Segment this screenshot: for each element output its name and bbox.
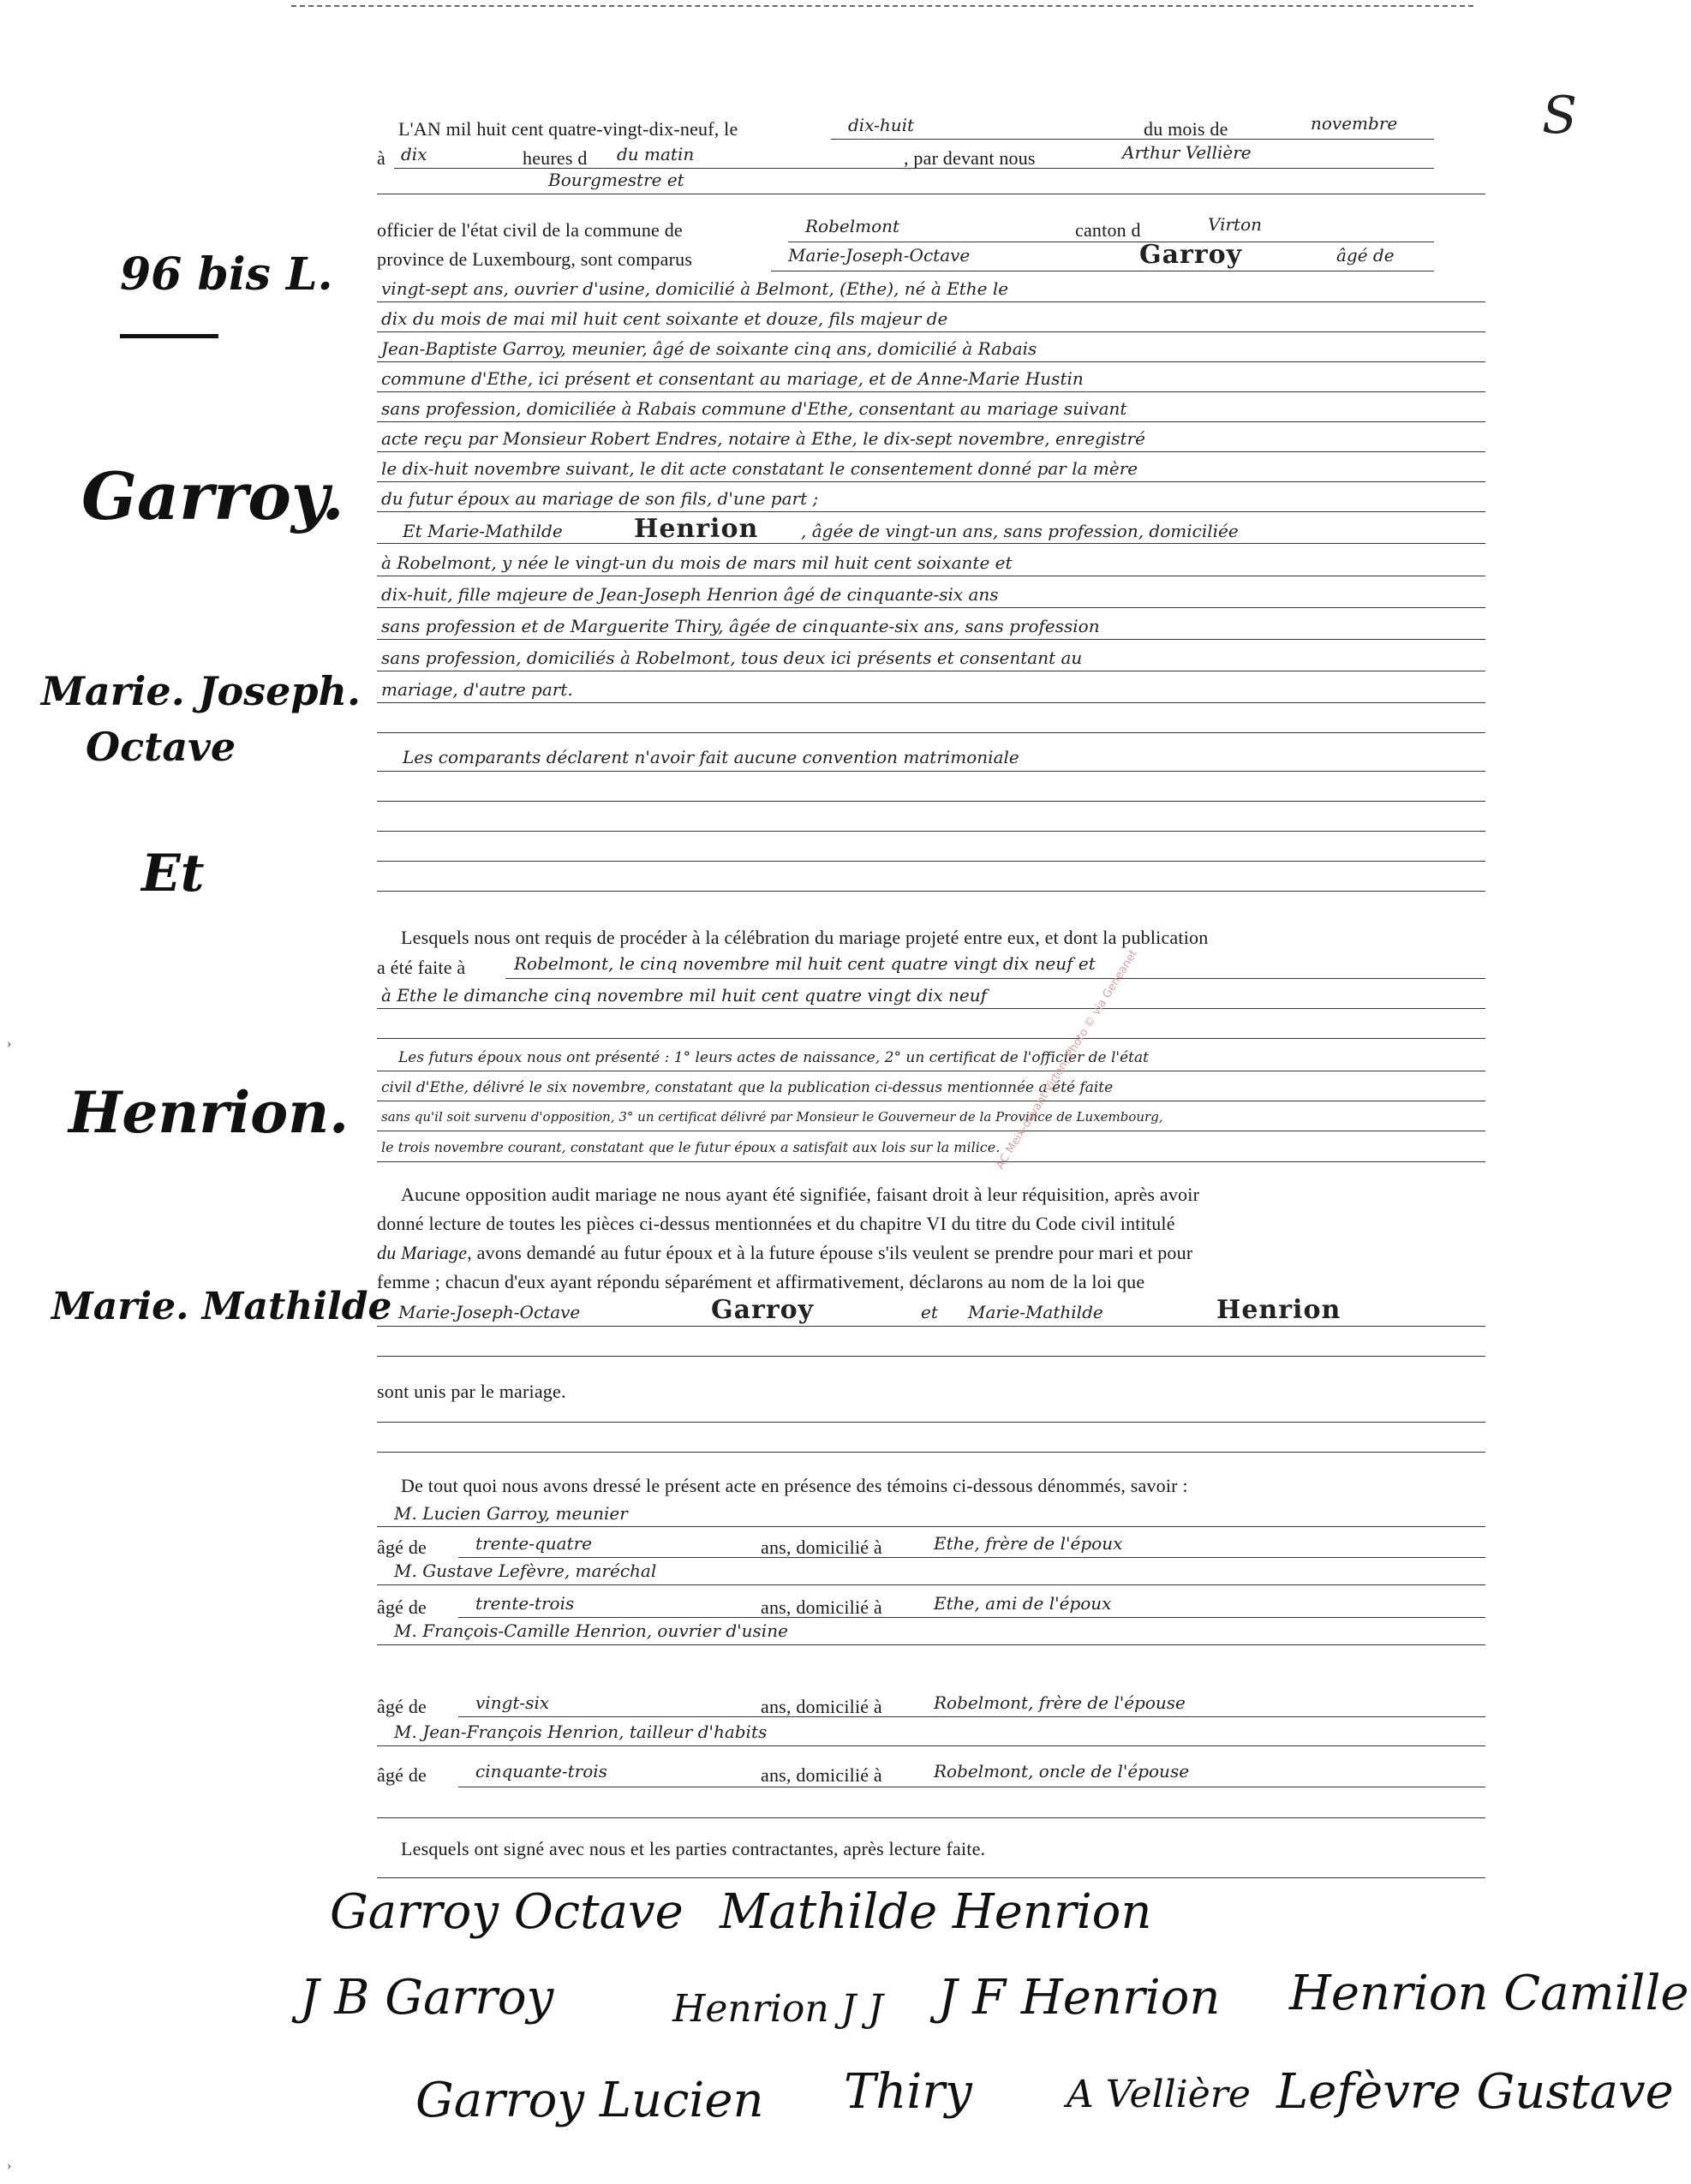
hw-witness-age: vingt-six	[475, 1692, 550, 1713]
hw-body-line: commune d'Ethe, ici présent et consentant au mariage, et de Anne-Marie Hustin	[381, 368, 1084, 389]
rule	[377, 301, 1485, 302]
para-witnesses: De tout quoi nous avons dressé le présent acte en présence des témoins ci-dessous dénommés, savoir :	[401, 1475, 1188, 1496]
rule	[377, 511, 1485, 512]
rule	[377, 732, 1485, 733]
rule	[377, 861, 1485, 862]
rule	[458, 1557, 1485, 1558]
hw-groom-name: Garroy	[1139, 240, 1243, 270]
signature-officer: A Vellière	[1067, 2073, 1251, 2116]
hw-body-line: du futur époux au mariage de son fils, d'une part ;	[381, 488, 819, 509]
hw-bride-name: Henrion	[634, 514, 759, 544]
rule	[458, 1617, 1485, 1618]
rule	[394, 168, 1434, 169]
signature-groom-father: J B Garroy	[300, 1970, 554, 2026]
margin-bride-firstnames: Marie. Mathilde	[51, 1285, 392, 1328]
hw-body-line: Jean-Baptiste Garroy, meunier, âgé de soixante cinq ans, domicilié à Rabais	[381, 338, 1037, 359]
hw-compared: Marie-Joseph-Octave	[788, 245, 971, 266]
para-publication-2: a été faite à	[377, 957, 466, 978]
margin-groom-surname: Garroy.	[81, 458, 344, 534]
hw-spouse-a: Marie-Joseph-Octave	[398, 1302, 581, 1322]
witness-age-label: âgé de	[377, 1696, 427, 1717]
hw-body-line: acte reçu par Monsieur Robert Endres, notaire à Ethe, le dix-sept novembre, enregistré	[381, 428, 1145, 449]
rule	[377, 639, 1485, 640]
rule	[377, 891, 1485, 892]
hw-commune: Robelmont	[805, 216, 900, 236]
rule	[377, 1877, 1485, 1878]
margin-groom-firstnames-1: Marie. Joseph.	[41, 668, 361, 714]
hw-pub-line-1: Robelmont, le cinq novembre mil huit cent quatre vingt dix neuf et	[514, 953, 1096, 974]
line-hour-label: heures d	[523, 147, 588, 169]
rule	[377, 1584, 1485, 1585]
line-commune-label: officier de l'état civil de la commune de	[377, 219, 683, 241]
rule	[458, 1716, 1485, 1717]
para-opposition-1: Aucune opposition audit mariage ne nous ayant été signifiée, faisant droit à leur réquisition, après avoir	[401, 1184, 1200, 1205]
hw-pub-line-2: à Ethe le dimanche cinq novembre mil huit cent quatre vingt dix neuf	[381, 985, 988, 1005]
witness-age-label: âgé de	[377, 1596, 427, 1618]
rule	[377, 451, 1485, 452]
rule	[377, 1161, 1485, 1162]
hw-hour: dix	[401, 144, 427, 164]
line-devant-nous: , par devant nous	[904, 147, 1036, 169]
hw-docs-line: Les futurs époux nous ont présenté : 1° leurs actes de naissance, 2° un certificat de l'officier de l'état	[398, 1049, 1149, 1066]
hw-spouse-name-a: Garroy	[711, 1295, 815, 1325]
witness-domicile-label: ans, domicilié à	[761, 1537, 882, 1558]
hw-body-line: dix du mois de mai mil huit cent soixante et douze, fils majeur de	[381, 308, 948, 329]
rule	[377, 421, 1485, 422]
hw-docs-line: civil d'Ethe, délivré le six novembre, constatant que la publication ci-dessus mentionnée a été faite	[381, 1079, 1114, 1096]
witness-domicile-label: ans, domicilié à	[761, 1764, 882, 1786]
para-opposition-3	[377, 1242, 1192, 1264]
rule	[377, 771, 1485, 772]
hw-month: novembre	[1311, 113, 1398, 134]
witness-domicile-label: ans, domicilié à	[761, 1696, 882, 1717]
watermark: AC Meix-devant-Virton, Photo © via Geneanet	[994, 947, 1141, 1172]
para-publication-1: Lesquels nous ont requis de procéder à la célébration du mariage projeté entre eux, et dont la publication	[401, 927, 1209, 948]
hw-bride-line: à Robelmont, y née le vingt-un du mois de mars mil huit cent soixante et	[381, 552, 1013, 573]
margin-tick: ›	[7, 1036, 12, 1051]
margin-tick: ›	[7, 2158, 12, 2173]
rule	[377, 1452, 1485, 1453]
rule	[377, 702, 1485, 703]
signature-witness-camille: Henrion Camille	[1289, 1966, 1689, 2021]
rule	[377, 831, 1485, 832]
hw-hour-period: du matin	[617, 144, 695, 164]
hw-witness-domicile: Robelmont, frère de l'épouse	[934, 1692, 1186, 1713]
signature-witness-gustave: Lefèvre Gustave	[1276, 2064, 1674, 2120]
line-comparus-label: province de Luxembourg, sont comparus	[377, 248, 693, 270]
para-opposition-2: donné lecture de toutes les pièces ci-dessus mentionnées et du chapitre VI du titre du Code civil intitulé	[377, 1213, 1175, 1234]
signature-bride-father: Henrion J J	[672, 1987, 883, 2031]
hw-groom-age: âgé de	[1336, 245, 1395, 266]
rule	[377, 331, 1485, 332]
witness-age-label: âgé de	[377, 1537, 427, 1558]
rule	[377, 1817, 1485, 1818]
line-date-label: L'AN mil huit cent quatre-vingt-dix-neuf, le	[398, 118, 738, 140]
rule	[377, 1008, 1485, 1009]
rule	[377, 1644, 1485, 1645]
hw-bride-age: , âgée de vingt-un ans, sans profession, domiciliée	[801, 521, 1239, 541]
top-dashed-border	[291, 5, 1473, 7]
hw-witness-domicile: Ethe, ami de l'époux	[934, 1593, 1112, 1614]
para-opposition-4: femme ; chacun d'eux ayant répondu séparément et affirmativement, déclarons au nom de la loi que	[377, 1271, 1145, 1292]
hw-bride-line: dix-huit, fille majeure de Jean-Joseph Henrion âgé de cinquante-six ans	[381, 584, 999, 605]
para-unis: sont unis par le mariage.	[377, 1381, 566, 1402]
rule	[377, 543, 1485, 544]
hw-body-line: le dix-huit novembre suivant, le dit acte constatant le consentement donné par la mère	[381, 458, 1138, 479]
margin-conjunction: Et	[141, 844, 205, 904]
hw-spouse-name-b: Henrion	[1216, 1295, 1341, 1325]
hw-day: dix-huit	[848, 115, 915, 135]
hw-witness-age: trente-quatre	[475, 1533, 592, 1554]
hw-bride-line: mariage, d'autre part.	[381, 679, 573, 700]
hw-docs-line: sans qu'il soit survenu d'opposition, 3° un certificat délivré par Monsieur le Gouverneur de la Province de Luxembourg,	[381, 1109, 1163, 1125]
hw-bride-line: sans profession, domiciliés à Robelmont, tous deux ici présents et consentant au	[381, 647, 1083, 668]
rule	[377, 1326, 1485, 1327]
hw-witness-age: cinquante-trois	[475, 1761, 607, 1781]
hw-officer: Arthur Vellière	[1122, 142, 1252, 163]
line-month-label: du mois de	[1144, 118, 1228, 140]
hw-docs-line: le trois novembre courant, constatant que le futur époux a satisfait aux lois sur la milice.	[381, 1139, 1001, 1155]
line-canton-label: canton d	[1075, 219, 1141, 241]
hw-spouse-et: et	[921, 1302, 938, 1322]
para-signed: Lesquels ont signé avec nous et les parties contractantes, après lecture faite.	[401, 1838, 986, 1859]
signature-witness-jf-henrion: J F Henrion	[938, 1970, 1221, 2026]
rule	[377, 1422, 1485, 1423]
witness-age-label: âgé de	[377, 1764, 427, 1786]
margin-groom-firstnames-2: Octave	[86, 724, 236, 770]
hw-body-line: vingt-sept ans, ouvrier d'usine, domicilié à Belmont, (Ethe), né à Ethe le	[381, 278, 1009, 299]
hw-witness-name: M. Lucien Garroy, meunier	[394, 1503, 628, 1524]
hw-spouse-b: Marie-Mathilde	[968, 1302, 1103, 1322]
rule	[771, 271, 1434, 272]
rule	[377, 361, 1485, 362]
margin-rule	[120, 334, 218, 338]
rule	[505, 978, 1485, 979]
hw-bride-line: sans profession et de Marguerite Thiry, âgée de cinquante-six ans, sans profession	[381, 616, 1100, 636]
hw-canton: Virton	[1208, 214, 1263, 235]
hw-witness-domicile: Robelmont, oncle de l'épouse	[934, 1761, 1190, 1781]
hw-witness-name: M. Jean-François Henrion, tailleur d'habits	[394, 1722, 768, 1742]
hw-convention: Les comparants déclarent n'avoir fait aucune convention matrimoniale	[403, 747, 1019, 767]
witness-domicile-label: ans, domicilié à	[761, 1596, 882, 1618]
hw-bride-intro: Et Marie-Mathilde	[403, 521, 563, 541]
hw-officer-title: Bourgmestre et	[548, 170, 684, 190]
hw-witness-name: M. Gustave Lefèvre, maréchal	[394, 1560, 657, 1581]
signature-bride-mother: Thiry	[844, 2064, 972, 2120]
rule	[377, 607, 1485, 608]
rule	[377, 1356, 1485, 1357]
rule	[377, 1526, 1485, 1527]
rule	[831, 139, 1434, 140]
hw-witness-domicile: Ethe, frère de l'époux	[934, 1533, 1123, 1554]
line-hour-a: à	[377, 147, 385, 169]
signature-witness-lucien: Garroy Lucien	[415, 2073, 764, 2128]
signature-groom: Garroy Octave	[330, 1884, 684, 1940]
rule	[377, 1038, 1485, 1039]
hw-body-line: sans profession, domiciliée à Rabais commune d'Ethe, consentant au mariage suivant	[381, 398, 1127, 419]
hw-witness-age: trente-trois	[475, 1593, 575, 1614]
code-title: du Mariage	[377, 1242, 468, 1263]
rule	[377, 481, 1485, 482]
para-opposition-3b: , avons demandé au futur époux et à la future épouse s'ils veulent se prendre pour mari et pour	[467, 1242, 1193, 1263]
rule	[377, 1745, 1485, 1746]
margin-act-number: 96 bis L.	[120, 248, 333, 301]
margin-bride-surname: Henrion.	[69, 1079, 350, 1146]
rule	[377, 801, 1485, 802]
corner-mark: S	[1542, 86, 1578, 146]
hw-witness-name: M. François-Camille Henrion, ouvrier d'usine	[394, 1620, 788, 1641]
rule	[377, 391, 1485, 392]
signature-bride: Mathilde Henrion	[720, 1884, 1152, 1940]
